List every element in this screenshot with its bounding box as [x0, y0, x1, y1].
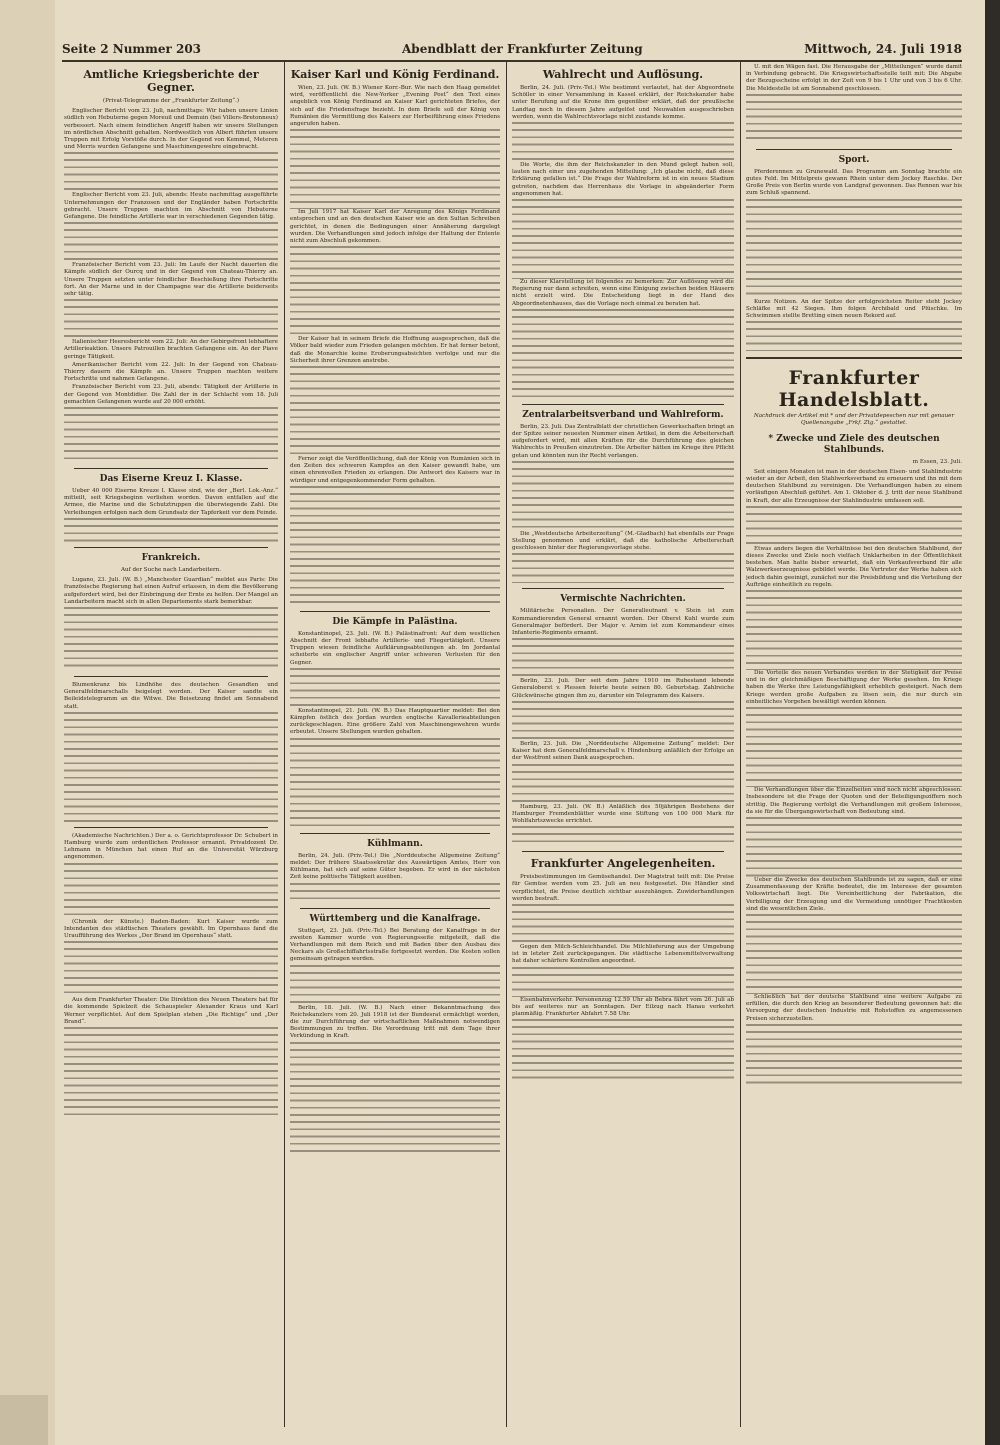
col4-article: Die Verhandlungen über die Einzelheiten sind noch nicht abgeschlossen. Insbesondere ist die Frage der Quoten und der Beteiligungsziffern noch strittig. Die Regierung verfolgt die Verhandlungen mit großem Interesse, da sie für die Übergangswirtschaft von Bedeutung sind.: [746, 787, 962, 815]
col1-separator: [74, 827, 268, 828]
col3-text-block: [512, 461, 734, 531]
col2-article: Stuttgart, 23. Juli. (Priv.-Tel.) Bei Beratung der Kanalfrage in der zweiten Kammer wurde von Regierungsseite mitgeteilt, daß die Verhandlungen mit dem Reich und mit Baden über den Ausbau des Neckars als Großschiffahrtsstraße fortgesetzt werden. Die Kosten sollen gemeinsam getragen werden.: [290, 927, 500, 963]
col1-article: Blumenkranz bis Lindhöhe des deutschen Gesandten und Generalfeldmarschalls beigelegt worden. Der Kaiser sandte ein Beileidstelegramm an die Witwe. Die Beisetzung findet am Sonnabend statt.: [64, 681, 278, 710]
stahlbund-dateline: m Essen, 23. Juli.: [912, 458, 962, 465]
column-2: [290, 64, 500, 1424]
column-rule-1: [284, 62, 285, 1427]
column-rule-2: [506, 62, 507, 1427]
col2-section-head: Kühlmann.: [367, 838, 423, 849]
col1-text-block: [64, 941, 278, 997]
col2-text-block: [290, 486, 500, 606]
masthead-page-number: Seite 2 Nummer 203: [62, 42, 202, 56]
col2-text-block: [290, 366, 500, 456]
col3-text-block: [512, 553, 734, 583]
masthead-date: Mittwoch, 24. Juli 1918: [804, 42, 962, 56]
page-corner-shadow: [0, 1395, 48, 1445]
col2-text-block: [290, 883, 500, 903]
col3-article: Berlin, 23. Juli. Der seit dem Jahre 1910 im Ruhestand lebende Generaloberst v. Plessen feierte heute seinen 80. Geburtstag. Zahlreiche Glückwünsche gingen ihm zu, darunter ein Telegramm des Kaisers.: [512, 678, 734, 699]
col1-separator: [74, 468, 268, 469]
col4-text-block: [746, 94, 962, 144]
col1-article: Italienischer Heeresbericht vom 22. Juli: An der Gebirgsfront lebhaftere Artillerieaktion. Unsere Patrouillen brachten Gefangene ein. An der Piave geringe Tätigkeit.: [64, 339, 278, 360]
col3-text-block: [512, 309, 734, 399]
col3-article: Die Worte, die ihm der Reichskanzler in den Mund gelegt haben soll, lauten nach einer uns zugehenden Mitteilung: „Ich glaube nicht, daß diese Erklärung gefallen ist.“ Die Frage der Wahlreform ist in ein neues Stadium getreten, nachdem das Herrenhaus die Vorlage in abgeänderter Form angenommen hat.: [512, 162, 734, 197]
col4-section-head: Sport.: [838, 154, 870, 165]
col3-section-head: Zentralarbeitsverband und Wahlreform.: [522, 409, 724, 420]
col3-article: Zu dieser Klarstellung ist folgendes zu bemerken: Zur Auflösung wird die Regierung nur dann schreiten, wenn eine Einigung zwischen beiden Häusern nicht erzielt wird. Die Entscheidung liegt in der Hand des Abgeordnetenhauses, das die Vorlage noch einmal zu beraten hat.: [512, 279, 734, 307]
col4-article: Pferderennen zu Grunewald. Das Programm am Sonntag brachte ein gutes Feld. Im Mittelpreis gewann Rhein unter dem Jockey Raschke. Der Große Preis von Berlin wurde von Landgraf gewonnen. Das Rennen war bis zum Schluß spannend.: [746, 168, 962, 197]
col4-article: U. mit den Wägen fast. Die Herausgabe der „Mitteilungen“ wurde damit in Verbindung gebracht. Die Kriegswirtschaftsstelle teilt mit: Die Abgabe der Bezugsscheine erfolgt in der Zeit von 9 bis 1 Uhr und von 3 bis 6 Uhr. Die Meldestelle ist am Sonnabend geschlossen.: [746, 64, 962, 92]
col1-text-block: [64, 1027, 278, 1117]
col1-text-block: [64, 299, 278, 339]
column-1: [64, 64, 278, 1424]
col1-article: (Akademische Nachrichten.) Der a. o. Gerichtsprofessor Dr. Schubert in Hamburg wurde zum ordentlichen Professor ernannt. Privatdozent Dr. Lehmann in München hat einen Ruf an die Universität Würzburg angenommen.: [64, 832, 278, 861]
col4-separator: [756, 149, 952, 150]
col1-headline-sub: (Privat-Telegramme der „Frankfurter Zeitung“.): [102, 98, 240, 104]
col1-article: Französischer Bericht vom 23. Juli, abends: Tätigkeit der Artillerie in der Gegend von Montdidier. Die Zahl der in der Schlacht vom 18. Juli gemachten Gefangenen wurde auf 20 000 erhöht.: [64, 384, 278, 405]
col2-article: Konstantinopel, 23. Juli. (W. B.) Palästinafront: Auf dem westlichen Abschnitt der Front lebhafte Artillerie- und Fliegertätigkeit. Unsere Truppen wiesen feindliche Aufklärungsabteilungen ab. Im Jordantal scheiterte ein englischer Angriff unter schweren Verlusten für den Gegner.: [290, 630, 500, 666]
col3-text-block: [512, 764, 734, 804]
col4-article: Etwas anders liegen die Verhältnisse bei den deutschen Stahlbund, der dieses Zwecke und Ziele noch vielfach Unklarheiten in der Öffentlichkeit bestehen. Man hatte bisher erwartet, daß ein Verkaufsverband für alle Walzwerkserzeugnisse gebildet werde. Die Vertreter der Werke haben sich jedoch dahin geeinigt, zunächst nur die Preisbildung und die Verteilung der Aufträge einheitlich zu regeln.: [746, 545, 962, 588]
col3-text-block: [512, 199, 734, 279]
col2-text-block: [290, 965, 500, 1005]
masthead-rule: [62, 60, 962, 62]
col1-section-head: Das Eiserne Kreuz I. Klasse.: [99, 474, 243, 485]
col3-article: Berlin, 24. Juli. (Priv.-Tel.) Wie bestimmt verlautet, hat der Abgeordnete Schöller in einer Versammlung in Kassel erklärt, der Reichskanzler habe unter Berufung auf die Krone ihm gegenüber erklärt, daß der preußische Landtag noch in diesem Jahre aufgelöst und Neuwahlen ausgeschrieben werden, wenn die Wahlrechtsvorlage nicht zustande komme.: [512, 85, 734, 120]
col4-text-block: [746, 707, 962, 787]
col3-text-block: [512, 1019, 734, 1079]
col4-text-block: [746, 1024, 962, 1084]
col1-article: Amerikanischer Bericht vom 22. Juli: In der Gegend von Chateau-Thierry dauern die Kämpfe an. Unsere Truppen machten weitere Fortschritte und nahmen Gefangene.: [64, 361, 278, 383]
col1-text-block: [64, 152, 278, 192]
col2-separator: [300, 908, 490, 909]
col3-separator: [522, 404, 724, 405]
col3-section-head-large: Frankfurter Angelegenheiten.: [530, 857, 716, 871]
col1-text-block: [64, 222, 278, 262]
col2-headline: Kaiser Karl und König Ferdinand.: [290, 68, 500, 81]
col4-text-block: [746, 199, 962, 299]
col1-text-block: [64, 518, 278, 542]
col2-text-block: [290, 1042, 500, 1152]
col2-article: Berlin, 18. Juli. (W. B.) Nach einer Bekanntmachung des Reichskanzlers vom 20. Juli 1918 ist der Bundesrat ermächtigt worden, die zur Durchführung der wirtschaftlichen Maßnahmen notwendigen Bestimmungen zu treffen. Die Verordnung tritt mit dem Tage ihrer Verkündung in Kraft.: [290, 1004, 500, 1040]
col1-separator: [74, 547, 268, 548]
col2-text-block: [290, 668, 500, 708]
col3-text-block: [512, 638, 734, 678]
masthead-paper-title: Abendblatt der Frankfurter Zeitung: [402, 42, 643, 56]
col4-text-block: [746, 506, 962, 546]
col2-text-block: [290, 738, 500, 828]
col2-text-block: [290, 246, 500, 336]
col3-article: Eisenbahnverkehr. Personenzug 12.59 Uhr ab Bebra fährt vom 26. Juli ab bis auf weiteres nur an Sonntagen. Der Eilzug nach Hanau verkehrt planmäßig. Frankfurter Abfahrt 7.58 Uhr.: [512, 996, 734, 1017]
col2-section-head: Die Kämpfe in Palästina.: [332, 616, 458, 627]
masthead: [62, 40, 962, 60]
col3-text-block: [512, 826, 734, 846]
col3-separator: [522, 588, 724, 589]
col3-separator: [522, 851, 724, 852]
handelsblatt-notice: Nachdruck der Artikel mit * und der Privatdepeschen nur mit genauer Quellenangabe „Frkf. Ztg.“ gestattet.: [753, 413, 955, 427]
col2-article: Ferner zeigt die Veröffentlichung, daß der König von Rumänien sich in den Zeiten des schweren Kampfes an den Kaiser gewandt habe, um einen ehrenvollen Frieden zu erlangen. Die Antwort des Kaisers war in würdiger und entgegenkommender Form gehalten.: [290, 456, 500, 484]
col3-text-block: [512, 967, 734, 997]
col4-text-block: [746, 321, 962, 351]
col1-section-head: Frankreich.: [141, 552, 201, 563]
col3-article: Berlin, 23. Juli. Die „Norddeutsche Allgemeine Zeitung“ meldet: Der Kaiser hat dem Generalfeldmarschall v. Hindenburg anläßlich der Erfolge an der Westfront seinen Dank ausgesprochen.: [512, 740, 734, 762]
col2-article: Wien, 23. Juli. (W. B.) Wiener Korr.-Bur. Wie nach den Haag gemeldet wird, veröffentlicht die New-Yorker „Evening Post“ den Text eines angeblich von König Ferdinand an Kaiser Karl gerichteten Briefes, der sich auf die Friedensfrage bezieht. In dem Briefe soll der König von Rumänien die Vermittlung des Kaisers zur Herbeiführung eines Friedens angerufen haben.: [290, 85, 500, 128]
handelsblatt-rule: [746, 357, 962, 359]
col1-article: Lugano, 23. Juli. (W. B.) „Manchester Guardian“ meldet aus Paris: Die französische Regierung hat einen Aufruf erlassen, in dem die Bevölkerung aufgefordert wird, bei der Einbringung der Ernte zu helfen. Der Mangel an Landarbeitern macht sich in allen Departements stark bemerkbar.: [64, 577, 278, 605]
col1-article: Englischer Bericht vom 23. Juli, nachmittags: Wir haben unsere Linien südlich von Hebuterne gegen Moreuil und Demuin (bei Villers-Bretonneux) verbessert. Nach einem feindlichen Angriff haben wir unsere Stellungen im nördlichen Abschnitt gehalten. Nordwestlich von Albert führten unsere Truppen mit Erfolg Vorstöße durch. In der Gegend von Kemmel, Meteren und Merris wurden Gefangene und Maschinengewehre eingebracht.: [64, 108, 278, 151]
col1-text-block: [64, 712, 278, 822]
col3-article: Militärische Personalien. Der Generalleutnant v. Stein ist zum Kommandierenden General ernannt worden. Der Oberst Kuhl wurde zum Generalmajor befördert. Der Major v. Arnim ist zum Kommandeur eines Infanterie-Regiments ernannt.: [512, 608, 734, 637]
col1-text-block: [64, 863, 278, 919]
handelsblatt-title: Frankfurter Handelsblatt.: [778, 367, 930, 412]
col3-text-block: [512, 122, 734, 162]
col1-article: Ueber 40 000 Eiserne Kreuze I. Klasse sind, wie der „Berl. Lok.-Anz.“ mitteilt, seit Kriegsbeginn verliehen worden. Davon entfallen auf die Armee, die Marine und die Schutztruppen die überwiegende Zahl. Die Verleihungen erfolgen nach dem Grundsatz der Tapferkeit vor dem Feinde.: [64, 488, 278, 516]
col3-article: Hamburg, 23. Juli. (W. B.) Anläßlich des 50jährigen Bestehens der Hamburger Fremdenblätter wurde eine Stiftung von 100 000 Mark für Wohlfahrtszwecke errichtet.: [512, 803, 734, 824]
column-rule-3: [740, 62, 741, 1427]
col2-text-block: [290, 129, 500, 209]
col3-section-head: Vermischte Nachrichten.: [560, 594, 686, 605]
col4-text-block: [746, 817, 962, 877]
col4-article: Seit einigen Monaten ist man in der deutschen Eisen- und Stahlindustrie wieder an der Arbeit, den Stahlwerksverband zu erneuern und ihn mit dem deutschen Stahlbund zu vereinigen. Die Verhandlungen haben zu einem vorläufigen Abschluß geführt. Am 1. Oktober d. J. tritt der neue Stahlbund in Kraft, der alle Erzeugnisse der Stahlindustrie umfassen soll.: [746, 468, 962, 504]
col2-separator: [300, 833, 490, 834]
col4-article: Ueber die Zwecke des deutschen Stahlbunds ist zu sagen, daß er eine Zusammenfassung der Kräfte bedeutet, die im Interesse der gesamten Volkswirtschaft liegt. Die Vereinheitlichung der Fabrikation, die Verbilligung der Erzeugung und die Vermeidung unnötiger Frachtkosten sind die wesentlichen Ziele.: [746, 876, 962, 912]
col1-article: Englischer Bericht vom 23. Juli, abends: Heute nachmittag ausgeführte Unternehmungen der Franzosen und der Engländer haben Fortschritte gebracht. Unsere Truppen machten im Abschnitt von Hebuterne Gefangene. Die feindliche Artillerie war in verschiedenen Gegenden tätig.: [64, 192, 278, 221]
col2-article: Der Kaiser hat in seinem Briefe die Hoffnung ausgesprochen, daß die Völker bald wieder zum Frieden gelangen möchten. Er hat ferner betont, daß die Monarchie keine Eroberungsabsichten verfolge und nur die Sicherheit ihrer Grenzen anstrebe.: [290, 336, 500, 364]
col3-article: Preisbestimmungen im Gemüsehandel. Der Magistrat teilt mit: Die Preise für Gemüse werden vom 25. Juli an neu festgesetzt. Die Händler sind verpflichtet, die Preise deutlich sichtbar auszuhängen. Zuwiderhandlungen werden bestraft.: [512, 874, 734, 902]
col2-article: Berlin, 24. Juli. (Priv.-Tel.) Die „Norddeutsche Allgemeine Zeitung“ meldet: Der frühere Staatssekretär des Auswärtigen Amtes, Herr von Kühlmann, hat sich auf seine Güter begeben. Er wird in der nächsten Zeit keine politische Tätigkeit ausüben.: [290, 852, 500, 881]
col1-section-sub: Auf der Suche nach Landarbeitern.: [120, 566, 222, 573]
page-binding-margin: [0, 0, 55, 1445]
col1-text-block: [64, 407, 278, 463]
col3-headline: Wahlrecht und Auflösung.: [542, 68, 704, 81]
col1-headline: Amtliche Kriegsberichte der Gegner.: [83, 68, 259, 94]
col2-article: Im Juli 1917 hat Kaiser Karl der Anregung des Königs Ferdinand entsprochen und an den deutschen Kaiser wie an den Sultan Schreiben gerichtet, in denen die Bedingungen einer Annäherung dargelegt wurden. Die Verhandlungen sind jedoch infolge der Haltung der Entente nicht zum Abschluß gekommen.: [290, 209, 500, 245]
scan-dark-edge: [985, 0, 1000, 1445]
col2-article: Konstantinopel, 21. Juli. (W. B.) Das Hauptquartier meldet: Bei den Kämpfen östlich des Jordan wurden englische Kavallerieabteilungen zurückgeschlagen. Eine größere Zahl von Maschinengewehren wurde erbeutet. Unsere Stellungen wurden gehalten.: [290, 707, 500, 736]
col2-separator: [300, 611, 490, 612]
col3-text-block: [512, 701, 734, 741]
stahlbund-headline: * Zwecke und Ziele des deutschen Stahlbunds.: [768, 433, 940, 455]
col4-text-block: [746, 590, 962, 670]
col3-article: Gegen den Milch-Schleichhandel. Die Milchlieferung aus der Umgebung ist in letzter Zeit zurückgegangen. Die städtische Lebensmittelverwaltung hat daher schärfere Kontrollen angeordnet.: [512, 943, 734, 965]
col4-article: Schließlich hat der deutsche Stahlbund eine weitere Aufgabe zu erfüllen, die durch den Krieg an besonderer Bedeutung gewonnen hat: die Versorgung der deutschen Industrie mit Rohstoffen zu angemessenen Preisen sicherzustellen.: [746, 993, 962, 1022]
col3-article: Berlin, 23. Juli. Das Zentralblatt der christlichen Gewerkschaften bringt an der Spitze seiner neuesten Nummer einen Artikel, in dem die Arbeiterschaft aufgefordert wird, mit allen Kräften für die Durchführung des gleichen Wahlrechts in Preußen einzutreten. Die Arbeiter hätten im Kriege ihre Pflicht getan und könnten nun ihr Recht verlangen.: [512, 423, 734, 459]
col1-separator: [74, 676, 268, 677]
col4-article: Kurze Notizen. An der Spitze der erfolgreichsten Reiter steht Jockey Schläfke mit 42 Siegen. Ihm folgen Archibald und Plüschke. Im Schwimmen stellte Bretting einen neuen Rekord auf.: [746, 298, 962, 320]
col4-article: Die Vorteile des neuen Verbandes werden in der Stetigkeit der Preise und in der gleichmäßigen Beschäftigung der Werke gesehen. Im Kriege haben die Werke ihre Leistungsfähigkeit erheblich gesteigert. Nach dem Kriege werden große Aufgaben zu lösen sein, die nur durch ein einheitliches Vorgehen bewältigt werden können.: [746, 670, 962, 705]
col1-text-block: [64, 607, 278, 671]
col2-section-head: Württemberg und die Kanalfrage.: [309, 913, 481, 924]
col3-article: Die „Westdeutsche Arbeiterzeitung“ (M.-Gladbach) hat ebenfalls zur Frage Stellung genommen und erklärt, daß die katholische Arbeiterschaft geschlossen hinter der Regierungsvorlage stehe.: [512, 530, 734, 552]
col3-text-block: [512, 904, 734, 944]
column-3: [512, 64, 734, 1424]
column-4: [746, 64, 962, 1424]
col1-article: Französischer Bericht vom 23. Juli: Im Laufe der Nacht dauerten die Kämpfe südlich der Ourcq und in der Gegend von Chateau-Thierry an. Unsere Truppen setzten unter feindlicher Beschießung ihre Fortschritte fort. An der Marne und in der Champagne war die Artillerie beiderseits sehr tätig.: [64, 262, 278, 298]
col4-text-block: [746, 914, 962, 994]
col1-article: (Chronik der Künste.) Baden-Baden: Kurt Kaiser wurde zum Intendanten des städtischen Theaters gewählt. Im Opernhaus fand die Uraufführung des Werkes „Der Brand im Opernhaus“ statt.: [64, 918, 278, 939]
col1-article: Aus dem Frankfurter Theater: Die Direktion des Neuen Theaters hat für die kommende Spielzeit die Schauspieler Alexander Kraus und Karl Werner verpflichtet. Auf dem Spielplan stehen „Die Richtige“ und „Der Brand“.: [64, 997, 278, 1025]
